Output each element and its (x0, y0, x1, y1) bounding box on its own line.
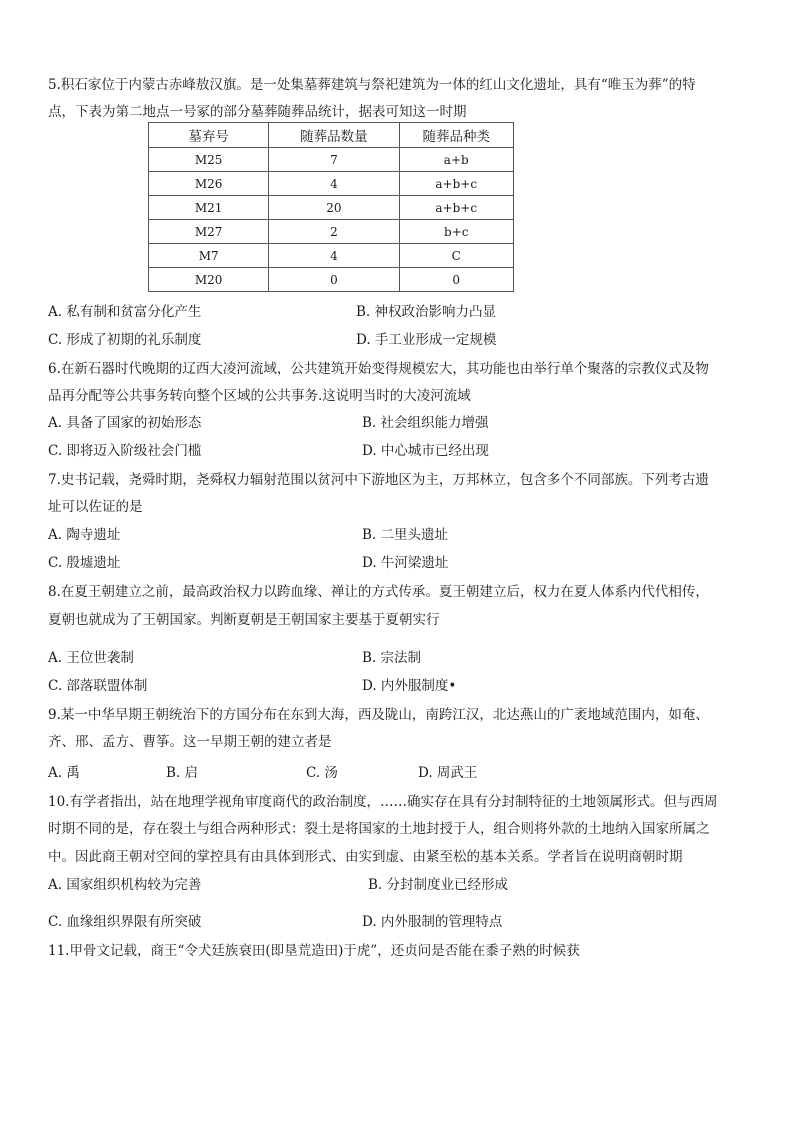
q9-option-b[interactable]: B. 启 (166, 765, 199, 781)
q6-option-a[interactable]: A. 具备了国家的初始形态 (48, 415, 202, 431)
q10-option-b[interactable]: B. 分封制度业已经形成 (368, 877, 509, 893)
q7-option-d[interactable]: D. 牛河梁遗址 (362, 555, 449, 571)
q9-stem-line2: 齐、邢、孟方、曹筝。这一早期王朝的建立者是 (48, 734, 332, 750)
q6-stem-line1: 6.在新石器时代晚期的辽西大凌河流域，公共建筑开始变得规模宏大，其功能也由举行单个聚落的宗教仪式及物 (48, 361, 709, 377)
table-cell: 0 (399, 268, 514, 292)
table-cell: M21 (149, 196, 269, 220)
q5-stem-line2: 点，下表为第二地点一号冢的部分墓葬随葬品统计，据表可知这一时期 (48, 104, 467, 120)
burial-goods-table (148, 122, 514, 292)
table-header-cell: 随葬品数量 (269, 123, 399, 148)
q8-option-a[interactable]: A. 王位世袭制 (48, 650, 134, 666)
q6-option-c[interactable]: C. 即将迈入阶级社会门槛 (48, 443, 202, 459)
q6-option-d[interactable]: D. 中心城市已经出现 (362, 443, 489, 459)
q10-option-d[interactable]: D. 内外服制的管理特点 (362, 914, 503, 930)
q9-option-c[interactable]: C. 汤 (306, 765, 338, 781)
table-cell: 20 (269, 196, 399, 220)
q8-option-d[interactable]: D. 内外服制度• (362, 678, 457, 694)
q5-stem-line1: 5.积石家位于内蒙古赤峰敖汉旗。是一处集墓葬建筑与祭祀建筑为一体的红山文化遗址，具有“唯玉为葬”的特 (48, 77, 696, 93)
q5-option-a[interactable]: A. 私有制和贫富分化产生 (48, 304, 202, 320)
table-cell: 4 (269, 244, 399, 268)
q7-option-b[interactable]: B. 二里头遗址 (362, 527, 449, 543)
table-row (149, 172, 514, 196)
table-cell: M27 (149, 220, 269, 244)
q8-option-c[interactable]: C. 部落联盟体制 (48, 678, 148, 694)
q9-stem-line1: 9.某一中华早期王朝统治下的方国分布在东到大海，西及陇山，南跨江汉，北达燕山的广袤地域范围内，如奄、 (48, 707, 709, 723)
q10-stem-line3: 中。因此商王朝对空间的掌控具有由具体到形式、由实到虚、由紧至松的基本关系。学者旨在说明商朝时期 (48, 849, 683, 865)
table-row (149, 148, 514, 172)
q5-option-b[interactable]: B. 神权政治影响力凸显 (356, 304, 497, 320)
table-cell: M7 (149, 244, 269, 268)
table-cell: 7 (269, 148, 399, 172)
q10-option-c[interactable]: C. 血缘组织界限有所突破 (48, 914, 202, 930)
q10-option-a[interactable]: A. 国家组织机构较为完善 (48, 877, 202, 893)
table-cell: a+b (399, 148, 514, 172)
q5-option-c[interactable]: C. 形成了初期的礼乐制度 (48, 332, 202, 348)
q10-stem-line1: 10.有学者指出，站在地理学视角审度商代的政治制度，……确实存在具有分封制特征的土地领属形式。但与西周 (48, 794, 718, 810)
table-row (149, 268, 514, 292)
table-cell: 2 (269, 220, 399, 244)
table-row (149, 196, 514, 220)
q7-option-a[interactable]: A. 陶寺遗址 (48, 527, 121, 543)
q8-stem-line2: 夏朝也就成为了王朝国家。判断夏朝是王朝国家主要基于夏朝实行 (48, 612, 440, 628)
table-cell: M20 (149, 268, 269, 292)
q9-option-d[interactable]: D. 周武王 (418, 765, 478, 781)
table-header-row (149, 123, 514, 148)
table-cell: M25 (149, 148, 269, 172)
table-cell: b+c (399, 220, 514, 244)
q7-stem-line2: 址可以佐证的是 (48, 499, 143, 515)
table-cell: C (399, 244, 514, 268)
table-cell: 4 (269, 172, 399, 196)
q8-option-b[interactable]: B. 宗法制 (362, 650, 422, 666)
q6-option-b[interactable]: B. 社会组织能力增强 (362, 415, 489, 431)
table-cell: M26 (149, 172, 269, 196)
q11-stem-line1: 11.甲骨文记载，商王“令犬廷族衰田(即垦荒造田)于虎”，还贞问是否能在黍子熟的时候获 (48, 943, 580, 959)
table-header-cell: 墓弃号 (149, 123, 269, 148)
q6-stem-line2: 品再分配等公共事务转向整个区域的公共事务.这说明当时的大凌河流域 (48, 388, 471, 404)
table-cell: 0 (269, 268, 399, 292)
q7-stem-line1: 7.史书记载，尧舜时期，尧舜权力辐射范围以贫河中下游地区为主，万邦林立，包含多个不同部族。下列考古遗 (48, 472, 709, 488)
table-row (149, 244, 514, 268)
q9-option-a[interactable]: A. 禹 (48, 765, 80, 781)
q7-option-c[interactable]: C. 殷墟遗址 (48, 555, 121, 571)
table-header-cell: 随葬品种类 (399, 123, 514, 148)
table-row (149, 220, 514, 244)
q5-option-d[interactable]: D. 手工业形成一定规模 (356, 332, 497, 348)
table-cell: a+b+c (399, 172, 514, 196)
table-cell: a+b+c (399, 196, 514, 220)
q8-stem-line1: 8.在夏王朝建立之前，最高政治权力以跨血缘、禅让的方式传承。夏王朝建立后，权力在夏人体系内代代相传， (48, 584, 709, 600)
q10-stem-line2: 时期不同的是，存在裂土与组合两种形式：裂土是将国家的土地封授于人，组合则将外款的土地纳入国家所属之 (48, 821, 710, 837)
